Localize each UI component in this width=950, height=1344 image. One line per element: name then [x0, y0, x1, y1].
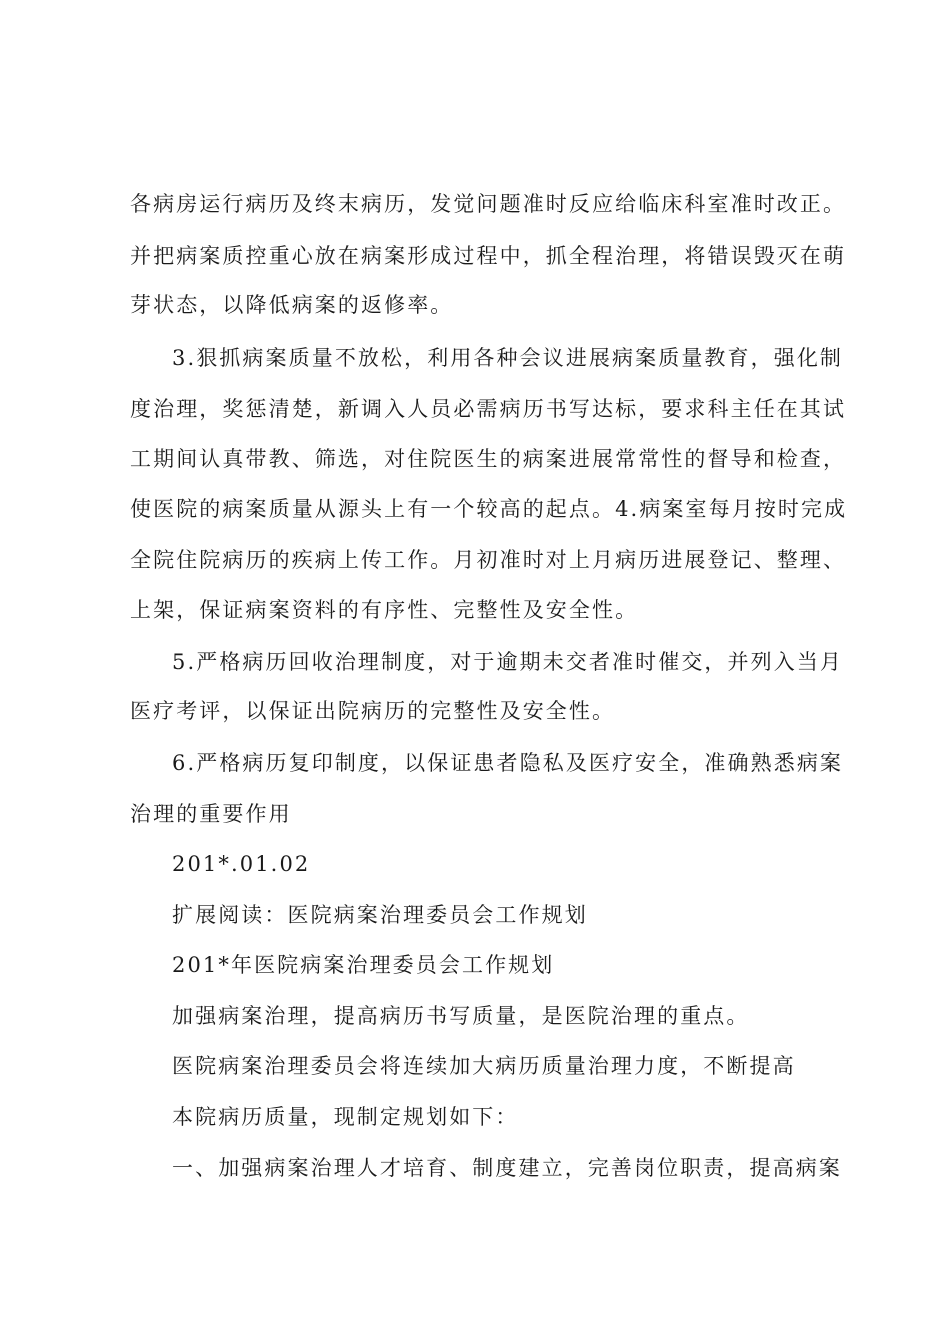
text-line: 加强病案治理，提高病历书写质量，是医院治理的重点。 [172, 1004, 750, 1028]
text-line: 201*年医院病案治理委员会工作规划 [172, 953, 555, 977]
text-line: 扩展阅读：医院病案治理委员会工作规划 [172, 903, 588, 927]
text-line: 5.严格病历回收治理制度，对于逾期未交者准时催交，并列入当月 [172, 650, 844, 674]
text-line: 工期间认真带教、筛选，对住院医生的病案进展常常性的督导和检查， [130, 447, 847, 471]
text-line: 全院住院病历的疾病上传工作。月初准时对上月病历进展登记、整理、 [130, 548, 847, 572]
text-line: 医院病案治理委员会将连续加大病历质量治理力度，不断提高 [172, 1054, 796, 1078]
text-line: 3.狠抓病案质量不放松，利用各种会议进展病案质量教育，强化制 [172, 346, 844, 370]
text-line: 度治理，奖惩清楚，新调入人员必需病历书写达标，要求科主任在其试 [130, 397, 847, 421]
text-line: 使医院的病案质量从源头上有一个较高的起点。4.病案室每月按时完成 [130, 497, 848, 521]
text-line: 6.严格病历复印制度，以保证患者隐私及医疗安全，准确熟悉病案 [172, 751, 844, 775]
text-line: 各病房运行病历及终末病历，发觉问题准时反应给临床科室准时改正。 [130, 192, 847, 216]
date-line: 201*.01.02 [172, 852, 311, 876]
text-line: 芽状态，以降低病案的返修率。 [130, 293, 454, 317]
text-line: 医疗考评，以保证出院病历的完整性及安全性。 [130, 699, 616, 723]
text-line: 本院病历质量，现制定规划如下： [172, 1105, 519, 1129]
text-line: 治理的重要作用 [130, 802, 292, 826]
text-line: 一、加强病案治理人才培育、制度建立，完善岗位职责，提高病案 [172, 1156, 842, 1180]
text-line: 上架，保证病案资料的有序性、完整性及安全性。 [130, 598, 639, 622]
text-line: 并把病案质控重心放在病案形成过程中，抓全程治理，将错误毁灭在萌 [130, 244, 847, 268]
